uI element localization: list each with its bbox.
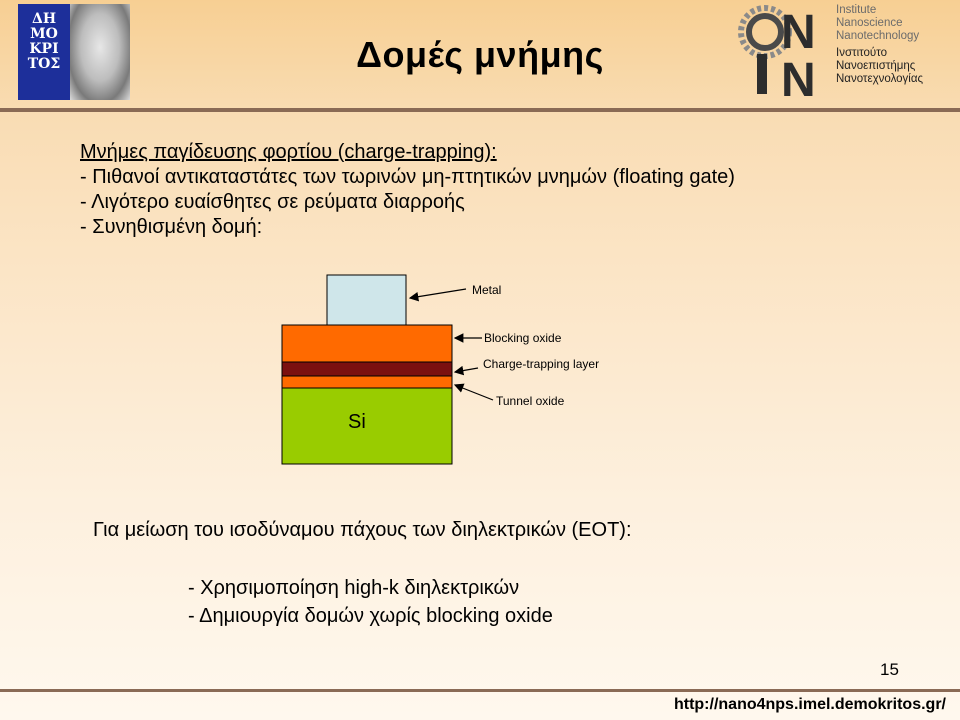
si-substrate-layer: [282, 388, 452, 464]
eot-list: [188, 574, 553, 630]
metal-label: Metal: [472, 283, 502, 297]
logo-letter-n-bottom: N: [781, 54, 816, 100]
metal-pointer: [410, 289, 466, 298]
tunnel-oxide-layer: [282, 376, 452, 388]
logo-letter-n-top: N: [781, 6, 816, 59]
footer-url: http://nano4nps.imel.demokritos.gr/: [673, 696, 946, 713]
eot-item: - Δημιουργία δομών χωρίς blocking oxide: [188, 605, 553, 627]
eot-intro: Για μείωση του ισοδύναμου πάχους των διηλεκτρικών (EOT):: [93, 519, 632, 541]
eot-item: - Χρησιμοποίηση high-k διηλεκτρικών: [188, 577, 520, 599]
slide-title: Δομές μνήμης: [356, 34, 604, 75]
institute-name-en: Institute Nanoscience Nanotechnology: [836, 4, 920, 42]
tunnel-oxide-label: Tunnel oxide: [496, 394, 565, 408]
metal-gate-layer: [327, 275, 406, 325]
bullet-item: - Πιθανοί αντικαταστάτες των τωρινών μη-πτητικών μνημών (floating gate): [80, 166, 735, 188]
page-number: 15: [880, 660, 899, 679]
trapping-pointer: [455, 368, 478, 372]
bullet-item: - Λιγότερο ευαίσθητες σε ρεύματα διαρροής: [80, 191, 465, 213]
si-label: Si: [348, 411, 366, 433]
blocking-oxide-label: Blocking oxide: [484, 331, 562, 345]
footer-divider: [0, 689, 960, 692]
content-heading: Μνήμες παγίδευσης φορτίου (charge-trapping):: [80, 141, 497, 163]
charge-trapping-layer: [282, 362, 452, 376]
demokritos-logo-text: ΔΗ ΜΟ ΚΡΙ ΤΟΣ: [18, 4, 70, 100]
tunnel-pointer: [455, 385, 493, 400]
bullet-item: - Συνηθισμένη δομή:: [80, 216, 263, 238]
blocking-oxide-layer: [282, 325, 452, 362]
institute-name-gr: Ινστιτούτο Νανοεπιστήμης Νανοτεχνολογίας: [836, 47, 924, 85]
charge-trapping-label: Charge-trapping layer: [483, 357, 600, 371]
